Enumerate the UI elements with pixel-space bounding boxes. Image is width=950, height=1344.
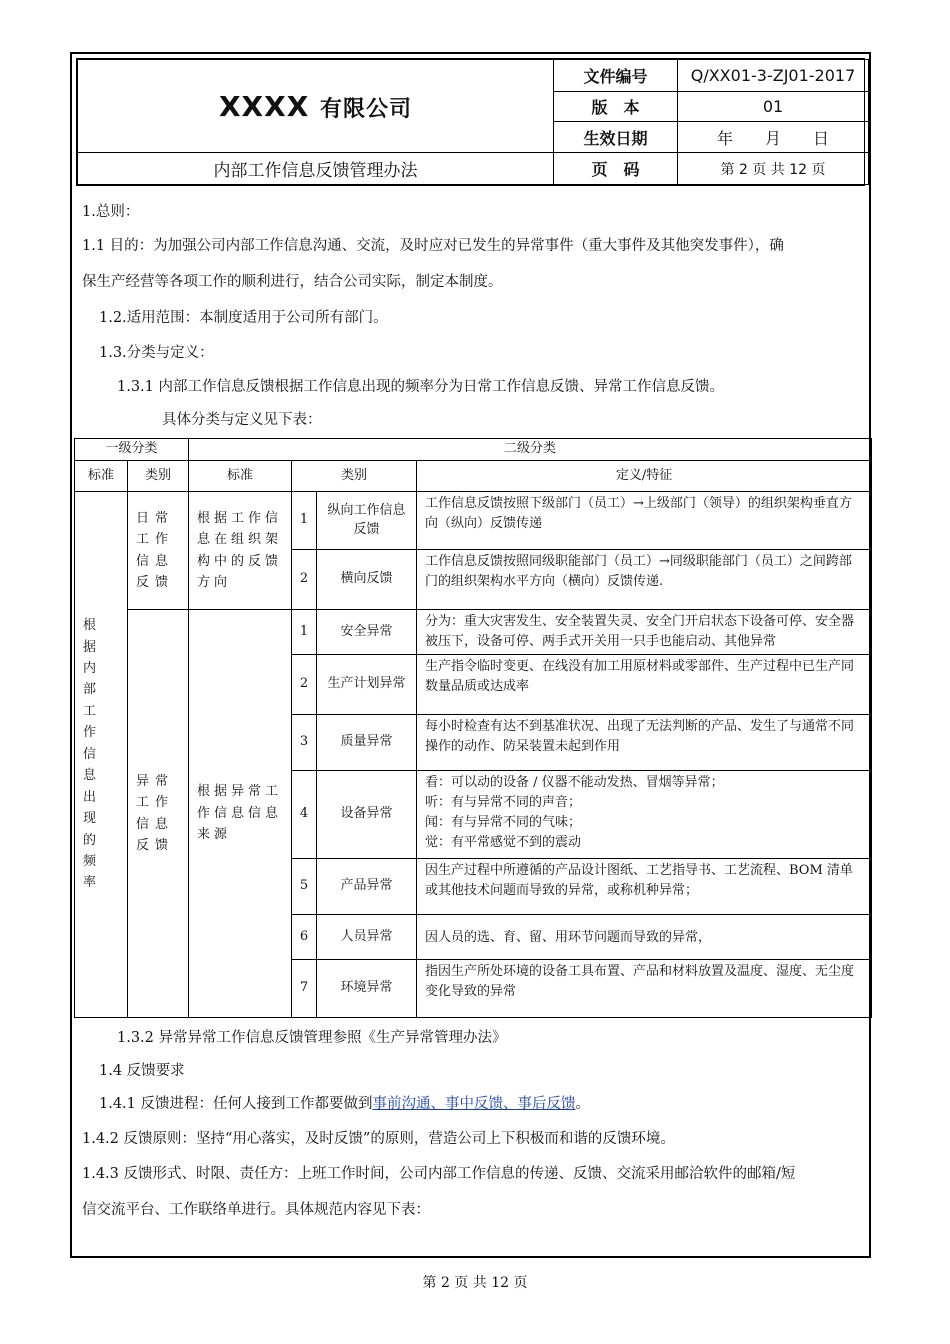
field-label: 版 本 — [554, 91, 678, 121]
column-header: 类别 — [292, 461, 417, 492]
section-heading: 1.总则： — [82, 204, 140, 220]
row-number: 5 — [292, 859, 317, 915]
row-number: 4 — [292, 771, 317, 859]
subcategory-name: 纵向工作信息反馈 — [317, 492, 417, 550]
subcategory-name: 生产计划异常 — [317, 655, 417, 715]
subcategory-name: 安全异常 — [317, 610, 417, 655]
paragraph-text: 1.4.1 反馈进程：任何人接到工作都要做到 — [99, 1096, 373, 1112]
column-header: 标准 — [189, 461, 292, 492]
definition-line: 分为：重大灾害发生、安全装置失灵、安全门开启状态下设备可停、安全器被压下，设备可停、两手式开关用一只手也能启动、其他异常 — [425, 614, 855, 650]
definition — [417, 915, 872, 960]
definition-line: 看：可以动的设备 / 仪器不能动发热、冒烟等异常； — [425, 775, 724, 790]
abnormal-standard: 根据异常工作信息信息来源 — [189, 610, 292, 1018]
row-number: 1 — [292, 610, 317, 655]
paragraph-text: 。 — [575, 1096, 591, 1112]
subcategory-name: 质量异常 — [317, 715, 417, 771]
definition — [417, 859, 872, 915]
paragraph: 信交流平台、工作联络单进行。具体规范内容见下表： — [82, 1202, 430, 1218]
paragraph: 1.4.2 反馈原则：坚持“用心落实，及时反馈”的原则，营造公司上下积极而和谐的反馈环境。 — [82, 1131, 675, 1147]
effective-date: 年 月 日 — [678, 121, 869, 153]
definition-line: 因生产过程中所遵循的产品设计图纸、工艺指导书、工艺流程、BOM 清单或其他技术问题而导致的异常，或称机种异常； — [425, 863, 853, 899]
page-footer: 第 2 页 共 12 页 — [422, 1275, 528, 1291]
definition-line: 听：有与异常不同的声音； — [425, 795, 582, 811]
row-number: 3 — [292, 715, 317, 771]
definition — [417, 715, 872, 771]
row-number: 1 — [292, 492, 317, 550]
field-label: 页 码 — [554, 153, 678, 185]
definition — [417, 771, 872, 859]
company-mark: XXXX — [218, 89, 310, 123]
doc-title: 内部工作信息反馈管理办法 — [78, 153, 554, 185]
definition-line: 指因生产所处环境的设备工具布置、产品和材料放置及温度、湿度、无尘度变化导致的异常 — [425, 964, 855, 1000]
doc-number: Q/XX01-3-ZJ01-2017 — [678, 60, 869, 92]
daily-category: 日常工作信息反馈 — [128, 492, 189, 610]
definition-line: 觉：有平常感觉不到的震动 — [425, 835, 582, 851]
subcategory-name: 人员异常 — [317, 915, 417, 960]
definition-line: 每小时检查有达不到基准状况、出现了无法判断的产品、发生了与通常不同操作的动作、防呆装置未起到作用 — [425, 719, 855, 755]
definition-line: 闻：有与异常不同的气味； — [425, 815, 582, 831]
definition: 工作信息反馈按照下级部门（员工）→上级部门（领导）的组织架构垂直方向（纵向）反馈传递 — [417, 492, 872, 550]
company-name — [78, 60, 554, 153]
document-body — [72, 186, 869, 1256]
document-header — [76, 58, 865, 186]
feedback-process-link[interactable]: 事前沟通、事中反馈、事后反馈 — [372, 1096, 576, 1112]
level1-header: 一级分类 — [75, 439, 189, 461]
definition — [417, 610, 872, 655]
definition — [417, 655, 872, 715]
paragraph: 保生产经营等各项工作的顺利进行，结合公司实际，制定本制度。 — [82, 274, 503, 290]
abnormal-category: 异常工作信息反馈 — [128, 610, 189, 1018]
subcategory-name: 设备异常 — [317, 771, 417, 859]
level1-standard: 根据内部工作信息出现的频率 — [75, 492, 128, 1018]
daily-standard: 根据工作信息在组织架构中的反馈方向 — [189, 492, 292, 610]
paragraph: 1.2.适用范围：本制度适用于公司所有部门。 — [99, 310, 388, 326]
subcategory-name: 环境异常 — [317, 960, 417, 1018]
row-number: 7 — [292, 960, 317, 1018]
level2-header: 二级分类 — [189, 439, 872, 461]
column-header: 类别 — [128, 461, 189, 492]
subcategory-name: 产品异常 — [317, 859, 417, 915]
row-number: 2 — [292, 655, 317, 715]
row-number: 2 — [292, 550, 317, 610]
paragraph: 1.3.2 异常异常工作信息反馈管理参照《生产异常管理办法》 — [117, 1030, 507, 1046]
company-suffix: 有限公司 — [320, 96, 413, 122]
subcategory-name: 横向反馈 — [317, 550, 417, 610]
page-number: 第 2 页 共 12 页 — [678, 153, 869, 185]
column-header: 定义/特征 — [417, 461, 872, 492]
paragraph: 具体分类与定义见下表： — [162, 412, 322, 428]
field-label: 文件编号 — [554, 60, 678, 92]
definition — [417, 960, 872, 1018]
paragraph: 1.3.1 内部工作信息反馈根据工作信息出现的频率分为日常工作信息反馈、异常工作信息反馈。 — [117, 379, 724, 395]
row-number: 6 — [292, 915, 317, 960]
definition: 工作信息反馈按照同级职能部门（员工）→同级职能部门（员工）之间跨部门的组织架构水平方向（横向）反馈传递. — [417, 550, 872, 610]
field-label: 生效日期 — [554, 121, 678, 153]
classification-table — [74, 438, 872, 1018]
column-header: 标准 — [75, 461, 128, 492]
paragraph: 1.4 反馈要求 — [99, 1063, 185, 1079]
paragraph — [99, 1092, 590, 1113]
page-frame — [70, 52, 871, 1258]
paragraph: 1.3.分类与定义： — [99, 345, 214, 361]
definition-line: 因人员的选、育、留、用环节问题而导致的异常， — [425, 929, 712, 945]
definition-line: 生产指令临时变更、在线没有加工用原材料或零部件、生产过程中已生产同数量品质或达成率 — [425, 659, 855, 695]
paragraph: 1.4.3 反馈形式、时限、责任方：上班工作时间，公司内部工作信息的传递、反馈、交流采用邮洽软件的邮箱/短 — [82, 1166, 796, 1182]
header-table — [77, 59, 869, 185]
doc-version: 01 — [678, 91, 869, 121]
paragraph: 1.1 目的：为加强公司内部工作信息沟通、交流，及时应对已发生的异常事件（重大事件及其他突发事件），确 — [82, 238, 784, 254]
